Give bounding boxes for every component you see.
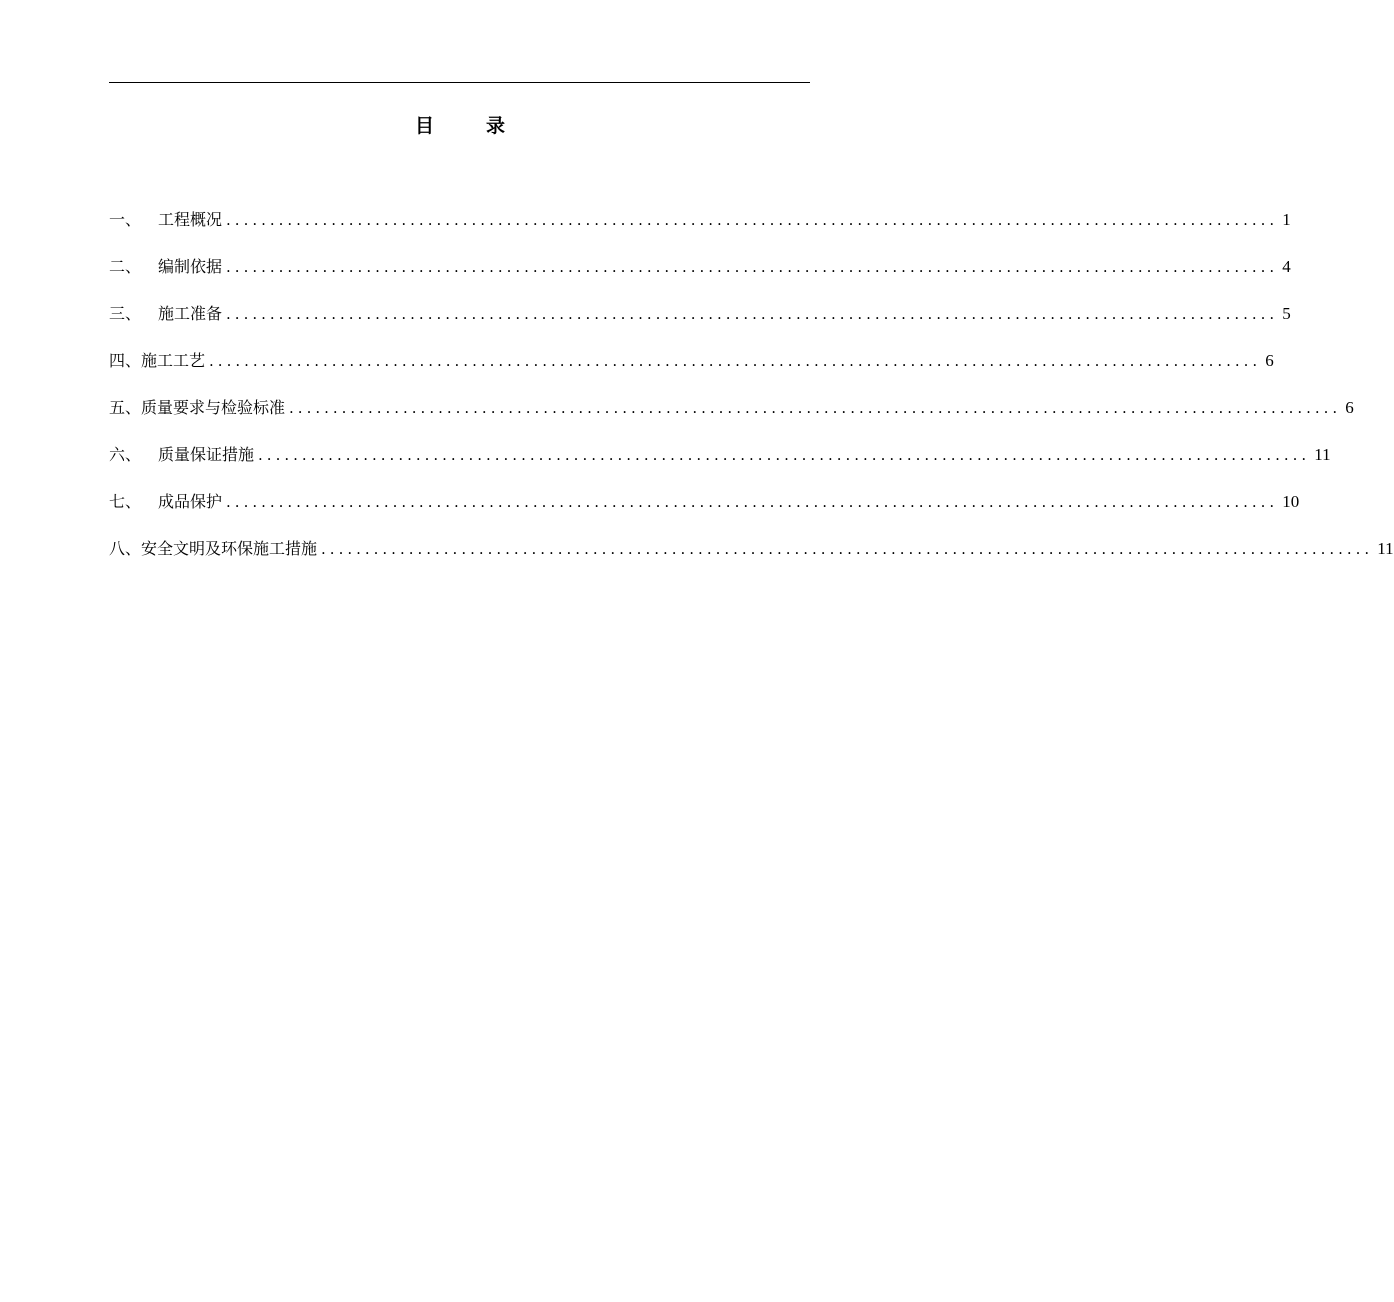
toc-entry-page: 11 [1314, 445, 1331, 464]
toc-entry[interactable] [109, 487, 1300, 534]
toc-entry-page: 10 [1282, 492, 1300, 511]
toc-entry-page: 6 [1345, 398, 1354, 417]
toc-entry-page: 1 [1282, 210, 1291, 229]
toc-entry-number: 三、 [109, 304, 142, 323]
toc-list [109, 205, 1394, 581]
toc-entry-number: 七、 [109, 492, 142, 511]
toc-entry-number: 一、 [109, 210, 142, 229]
toc-dot-leader: ........................................................................................................................ [226, 305, 1279, 323]
toc-title-char-1: 目 [414, 115, 434, 137]
toc-dot-leader: ........................................................................................................................ [226, 493, 1279, 511]
toc-entry-page: 6 [1265, 351, 1274, 370]
toc-entry-page: 11 [1377, 539, 1394, 558]
toc-entry[interactable] [109, 205, 1291, 252]
toc-entry-title: 质量要求与检验标准 [141, 398, 286, 417]
toc-entry-title: 成品保护 [158, 492, 223, 511]
toc-entry-page: 4 [1282, 257, 1291, 276]
toc-entry-title: 施工工艺 [141, 351, 206, 370]
toc-entry-page: 5 [1282, 304, 1291, 323]
toc-title [0, 112, 920, 140]
toc-entry-number: 四、 [109, 351, 142, 370]
toc-dot-leader: ........................................................................................................................ [209, 352, 1262, 370]
toc-entry-number: 八、 [109, 539, 142, 558]
toc-entry-title: 施工准备 [158, 304, 223, 323]
toc-entry[interactable] [109, 299, 1291, 346]
toc-entry[interactable] [109, 534, 1394, 581]
toc-entry-number: 六、 [109, 445, 142, 464]
toc-entry-number: 五、 [109, 398, 142, 417]
header-rule [109, 82, 810, 83]
toc-title-char-2: 录 [486, 115, 506, 137]
toc-entry-title: 安全文明及环保施工措施 [141, 539, 318, 558]
toc-entry-title: 工程概况 [158, 210, 223, 229]
toc-entry[interactable] [109, 346, 1274, 393]
toc-dot-leader: ........................................................................................................................ [258, 446, 1311, 464]
toc-dot-leader: ........................................................................................................................ [321, 540, 1374, 558]
toc-entry-number: 二、 [109, 257, 142, 276]
toc-entry[interactable] [109, 393, 1354, 440]
toc-dot-leader: ........................................................................................................................ [226, 211, 1279, 229]
toc-dot-leader: ........................................................................................................................ [289, 399, 1342, 417]
toc-entry[interactable] [109, 252, 1291, 299]
toc-entry[interactable] [109, 440, 1331, 487]
toc-entry-title: 质量保证措施 [158, 445, 255, 464]
toc-entry-title: 编制依据 [158, 257, 223, 276]
toc-dot-leader: ........................................................................................................................ [226, 258, 1279, 276]
